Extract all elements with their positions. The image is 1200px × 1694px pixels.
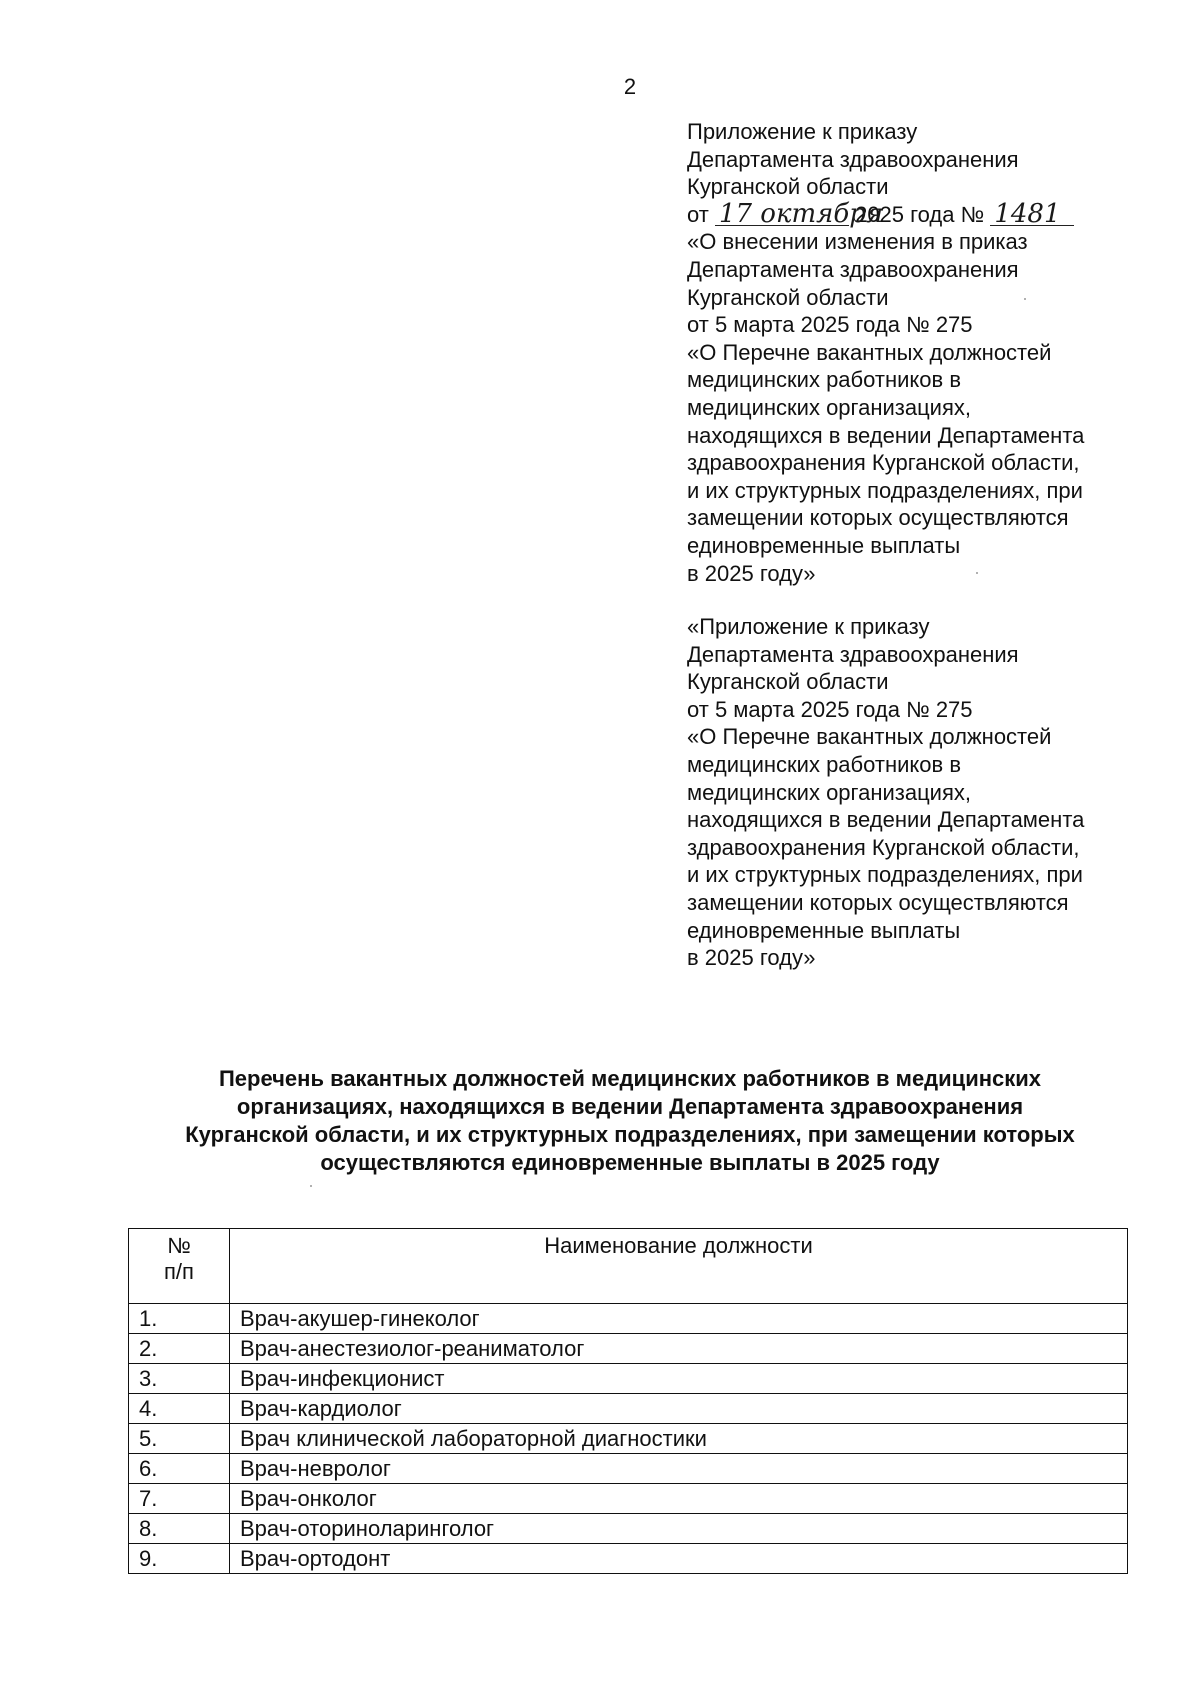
title-line: Курганской области, и их структурных подразделениях, при замещении которых [185, 1122, 1075, 1147]
row-number: 8. [129, 1514, 230, 1544]
appendix-line: Курганской области [687, 284, 889, 310]
appendix-line: Курганской области [687, 669, 889, 695]
date-prefix: от [687, 201, 709, 227]
appendix-line: Курганской области [687, 174, 889, 200]
table-row [129, 1454, 1128, 1484]
row-number: 1. [129, 1304, 230, 1334]
row-number: 2. [129, 1334, 230, 1364]
row-number: 4. [129, 1394, 230, 1424]
appendix-line: медицинских работников в [687, 367, 962, 393]
appendix-block [687, 118, 1167, 972]
row-position: Врач-акушер-гинеколог [230, 1304, 1128, 1334]
title-line: Перечень вакантных должностей медицинских работников в медицинских [218, 1066, 1042, 1091]
table-header-row [129, 1229, 1128, 1304]
appendix-line: медицинских организациях, [687, 779, 971, 805]
appendix-line: Департамента здравоохранения [687, 256, 1019, 282]
appendix-line: единовременные выплаты [687, 532, 961, 558]
row-number: 5. [129, 1424, 230, 1454]
header-number [129, 1229, 230, 1304]
appendix-line: «О Перечне вакантных должностей [687, 724, 1052, 750]
appendix-line: Департамента здравоохранения [687, 146, 1019, 172]
table-row [129, 1334, 1128, 1364]
table-row [129, 1364, 1128, 1394]
appendix-line: Департамента здравоохранения [687, 641, 1019, 667]
appendix-line: здравоохранения Курганской области, [687, 450, 1080, 476]
appendix-line: медицинских работников в [687, 752, 962, 778]
row-number: 9. [129, 1544, 230, 1574]
appendix-line: «Приложение к приказу [687, 614, 930, 640]
appendix-line: от 5 марта 2025 года № 275 [687, 312, 973, 338]
row-position: Врач клинической лабораторной диагностики [230, 1424, 1128, 1454]
row-number: 6. [129, 1454, 230, 1484]
block-spacer [687, 587, 1167, 613]
table-row [129, 1394, 1128, 1424]
document-title [120, 1065, 1140, 1177]
table-row [129, 1484, 1128, 1514]
appendix-line: и их структурных подразделениях, при [687, 862, 1083, 888]
table-row [129, 1304, 1128, 1334]
scan-speck [1024, 298, 1026, 300]
handwritten-date: 17 октября [715, 203, 849, 226]
scan-speck [976, 572, 978, 574]
row-number: 3. [129, 1364, 230, 1394]
appendix-line: здравоохранения Курганской области, [687, 834, 1080, 860]
appendix-line: «О внесении изменения в приказ [687, 229, 1028, 255]
row-number: 7. [129, 1484, 230, 1514]
title-line: организациях, находящихся в ведении Департамента здравоохранения [236, 1094, 1024, 1119]
appendix-line: «О Перечне вакантных должностей [687, 339, 1052, 365]
row-position: Врач-ортодонт [230, 1544, 1128, 1574]
table-row [129, 1424, 1128, 1454]
appendix-line: медицинских организациях, [687, 394, 971, 420]
appendix-line: находящихся в ведении Департамента [687, 422, 1085, 448]
positions-table [128, 1228, 1128, 1574]
row-position: Врач-кардиолог [230, 1394, 1128, 1424]
handwritten-number: 1481 [990, 203, 1074, 226]
appendix-line: замещении которых осуществляются [687, 890, 1069, 916]
header-number-line1: № [167, 1233, 191, 1258]
row-position: Врач-оториноларинголог [230, 1514, 1128, 1544]
appendix-line: единовременные выплаты [687, 917, 961, 943]
appendix-line: замещении которых осуществляются [687, 505, 1069, 531]
order-date-line [687, 198, 1167, 229]
title-line: осуществляются единовременные выплаты в 2025 году [320, 1150, 940, 1175]
appendix-line: находящихся в ведении Департамента [687, 807, 1085, 833]
page-number: 2 [623, 74, 637, 99]
row-position: Врач-невролог [230, 1454, 1128, 1484]
row-position: Врач-анестезиолог-реаниматолог [230, 1334, 1128, 1364]
appendix-line: в 2025 году» [687, 945, 816, 971]
row-position: Врач-онколог [230, 1484, 1128, 1514]
year-text: 2025 года № [855, 201, 985, 227]
appendix-line: от 5 марта 2025 года № 275 [687, 696, 973, 722]
row-position: Врач-инфекционист [230, 1364, 1128, 1394]
header-position-name: Наименование должности [230, 1229, 1128, 1304]
appendix-line: и их структурных подразделениях, при [687, 477, 1083, 503]
appendix-line: в 2025 году» [687, 560, 816, 586]
table-row [129, 1514, 1128, 1544]
header-number-line2: п/п [164, 1259, 194, 1284]
scan-speck [310, 1185, 312, 1187]
table-row [129, 1544, 1128, 1574]
appendix-line: Приложение к приказу [687, 119, 918, 144]
